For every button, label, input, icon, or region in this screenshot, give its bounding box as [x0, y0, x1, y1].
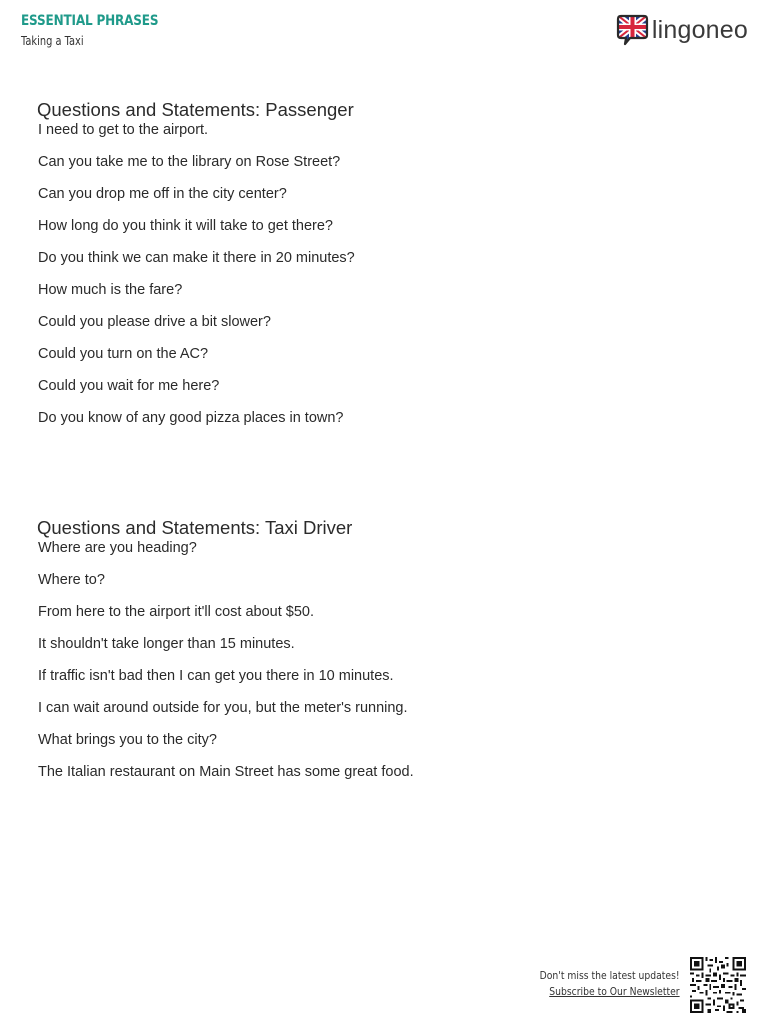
phrase-item: Can you drop me off in the city center? [38, 186, 287, 202]
passenger-section [37, 98, 717, 434]
phrase-item: Where to? [38, 572, 105, 588]
section-title: Questions and Statements: Taxi Driver [37, 517, 353, 538]
phrase-item: Do you think we can make it there in 20 minutes? [38, 250, 355, 266]
page-category-title: ESSENTIAL PHRASES [21, 13, 159, 29]
phrase-item: Where are you heading? [38, 540, 197, 556]
uk-flag-speech-bubble-icon [616, 14, 649, 46]
phrase-item: It shouldn't take longer than 15 minutes. [38, 636, 295, 652]
phrase-list [37, 532, 717, 788]
phrase-item: How long do you think it will take to get there? [38, 218, 333, 234]
qr-code-icon[interactable] [690, 957, 746, 1013]
newsletter-promo [513, 968, 680, 1000]
phrase-item: I can wait around outside for you, but the meter's running. [38, 700, 408, 716]
phrase-item: Could you please drive a bit slower? [38, 314, 271, 330]
page-subtitle: Taking a Taxi [21, 34, 84, 48]
phrase-item: If traffic isn't bad then I can get you there in 10 minutes. [38, 668, 394, 684]
phrase-item: The Italian restaurant on Main Street has some great food. [38, 764, 414, 780]
lingoneo-logo[interactable] [616, 14, 748, 46]
phrase-item: Could you wait for me here? [38, 378, 220, 394]
phrase-item: What brings you to the city? [38, 732, 217, 748]
phrase-list [37, 114, 717, 434]
section-title: Questions and Statements: Passenger [37, 99, 354, 120]
newsletter-tagline: Don't miss the latest updates! [540, 969, 680, 982]
phrase-item: Can you take me to the library on Rose Street? [38, 154, 341, 170]
footer [513, 957, 746, 1013]
logo-text: lingoneo [651, 16, 748, 44]
newsletter-link-wrap [540, 984, 680, 1000]
phrase-item: I need to get to the airport. [38, 122, 209, 138]
phrase-item: From here to the airport it'll cost about $50. [38, 604, 314, 620]
taxi-driver-section [37, 516, 717, 788]
phrase-item: Could you turn on the AC? [38, 346, 209, 362]
subscribe-newsletter-link[interactable]: Subscribe to Our Newsletter [549, 985, 680, 998]
phrase-item: How much is the fare? [38, 282, 183, 298]
phrase-item: Do you know of any good pizza places in town? [38, 410, 344, 426]
header [21, 12, 181, 49]
